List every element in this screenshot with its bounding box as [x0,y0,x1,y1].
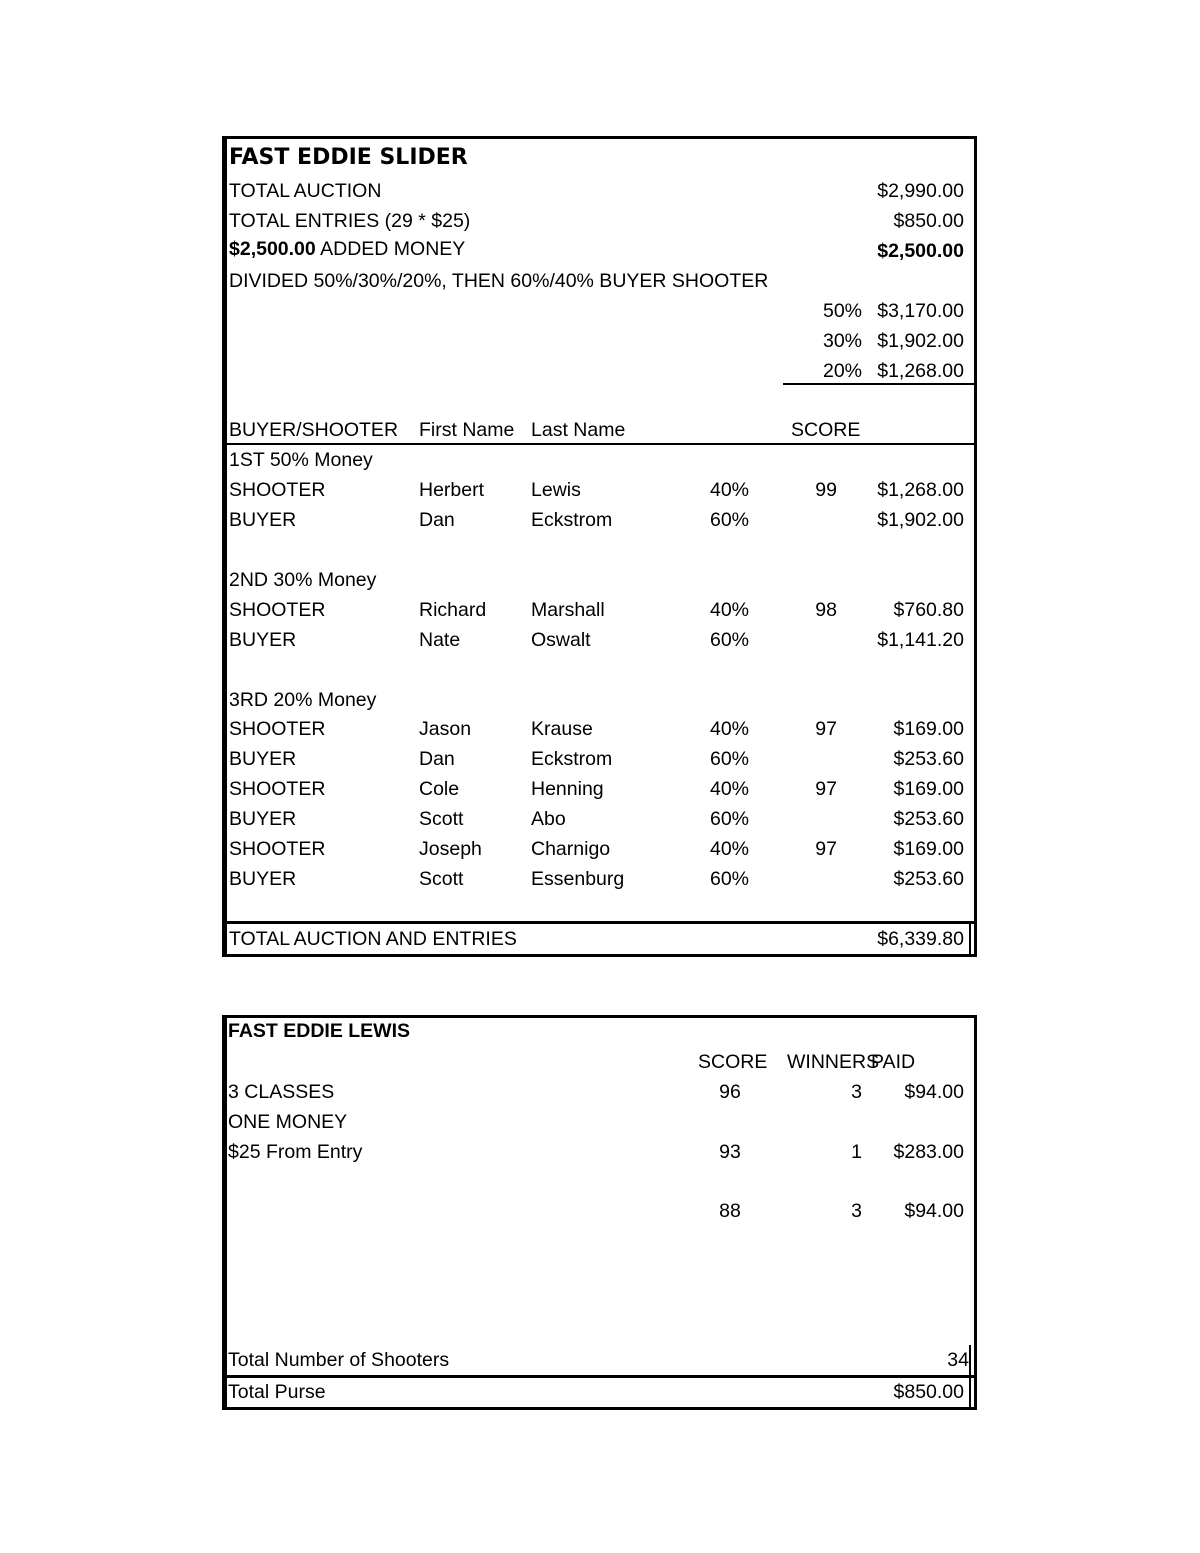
total-value-divider [969,921,971,954]
row-first-name: Joseph [419,838,482,860]
split-pct: 30% [822,330,862,352]
header-score: SCORE [791,419,861,441]
split-pct: 50% [822,300,862,322]
row-role: BUYER [229,808,297,830]
total-auction-entries-value: $6,339.80 [877,928,964,950]
total-auction-value: $2,990.00 [877,180,964,202]
row-amount: $1,902.00 [877,509,964,531]
row-pct: 60% [709,748,749,770]
winners-header-text: WINNERS [787,1051,880,1073]
row-first-name: Dan [419,748,455,770]
slider-left-rule [225,139,227,954]
total-shooters-label: Total Number of Shooters [228,1349,450,1371]
row-amount: $169.00 [893,718,964,740]
added-money-bold: $2,500.00 [229,238,316,260]
lewis-note: ONE MONEY [228,1111,348,1133]
row-last-name: Marshall [531,599,605,621]
lewis-winners-header [787,1047,880,1077]
row-first-name: Dan [419,509,455,531]
row-role: SHOOTER [229,599,326,621]
row-first-name: Richard [419,599,487,621]
added-money-value: $2,500.00 [877,240,964,262]
added-money-text: ADDED MONEY [315,238,466,260]
lewis-row-winners: 1 [851,1141,862,1163]
row-pct: 40% [709,599,749,621]
split-pct: 20% [822,360,862,382]
row-role: SHOOTER [229,479,326,501]
row-role: SHOOTER [229,838,326,860]
row-first-name: Scott [419,868,464,890]
row-last-name: Eckstrom [531,748,613,770]
slider-title: FAST EDDIE SLIDER [229,145,468,170]
splits-underline [783,383,974,385]
lewis-left-rule [225,1018,227,1407]
row-amount: $253.60 [893,748,964,770]
total-purse-value: $850.00 [893,1381,964,1403]
row-pct: 60% [709,868,749,890]
split-amount: $1,902.00 [877,330,964,352]
header-first-name: First Name [419,419,515,441]
row-amount: $169.00 [893,778,964,800]
total-entries-label: TOTAL ENTRIES (29 * $25) [229,210,471,232]
row-pct: 40% [709,718,749,740]
row-last-name: Eckstrom [531,509,613,531]
shooters-value-divider [969,1345,971,1375]
row-last-name: Essenburg [531,868,625,890]
row-score: 97 [815,838,837,860]
group-label: 3RD 20% Money [229,689,377,711]
row-role: BUYER [229,629,297,651]
group-label: 2ND 30% Money [229,569,377,591]
row-score: 97 [815,718,837,740]
lewis-paid-header: PAID [871,1051,916,1073]
row-amount: $1,141.20 [877,629,964,651]
row-amount: $253.60 [893,808,964,830]
total-auction-label: TOTAL AUCTION [229,180,382,202]
lewis-row-winners: 3 [851,1200,862,1222]
lewis-row-paid: $94.00 [904,1081,964,1103]
row-role: BUYER [229,868,297,890]
row-first-name: Jason [419,718,472,740]
row-role: BUYER [229,748,297,770]
row-last-name: Charnigo [531,838,611,860]
lewis-row-winners: 3 [851,1081,862,1103]
lewis-row-paid: $94.00 [904,1200,964,1222]
row-pct: 60% [709,808,749,830]
lewis-note: 3 CLASSES [228,1081,335,1103]
lewis-row-score: 96 [719,1081,741,1103]
row-amount: $1,268.00 [877,479,964,501]
row-score: 98 [815,599,837,621]
row-last-name: Krause [531,718,593,740]
row-role: BUYER [229,509,297,531]
header-role: BUYER/SHOOTER [229,419,399,441]
total-auction-entries-label: TOTAL AUCTION AND ENTRIES [229,928,517,950]
row-first-name: Scott [419,808,464,830]
split-amount: $1,268.00 [877,360,964,382]
purse-separator [225,1375,974,1378]
row-last-name: Henning [531,778,604,800]
lewis-row-paid: $283.00 [893,1141,964,1163]
row-role: SHOOTER [229,778,326,800]
row-pct: 40% [709,479,749,501]
row-pct: 60% [709,509,749,531]
lewis-row-score: 93 [719,1141,741,1163]
lewis-row-score: 88 [719,1200,741,1222]
row-amount: $760.80 [893,599,964,621]
total-entries-value: $850.00 [893,210,964,232]
lewis-score-header: SCORE [698,1051,768,1073]
split-amount: $3,170.00 [877,300,964,322]
row-score: 97 [815,778,837,800]
total-shooters-value: 34 [947,1349,969,1371]
row-first-name: Herbert [419,479,485,501]
row-pct: 60% [709,629,749,651]
purse-value-divider [969,1376,971,1407]
header-last-name: Last Name [531,419,626,441]
row-role: SHOOTER [229,718,326,740]
row-amount: $253.60 [893,868,964,890]
row-amount: $169.00 [893,838,964,860]
row-score: 99 [815,479,837,501]
row-pct: 40% [709,838,749,860]
row-pct: 40% [709,778,749,800]
divided-note: DIVIDED 50%/30%/20%, THEN 60%/40% BUYER SHOOTER [229,270,769,292]
row-last-name: Oswalt [531,629,591,651]
lewis-note: $25 From Entry [228,1141,363,1163]
row-first-name: Cole [419,778,460,800]
group-label: 1ST 50% Money [229,449,373,471]
total-purse-label: Total Purse [228,1381,326,1403]
row-last-name: Abo [531,808,566,830]
added-money-label [229,234,465,264]
lewis-title: FAST EDDIE LEWIS [228,1020,411,1042]
row-first-name: Nate [419,629,461,651]
row-last-name: Lewis [531,479,581,501]
